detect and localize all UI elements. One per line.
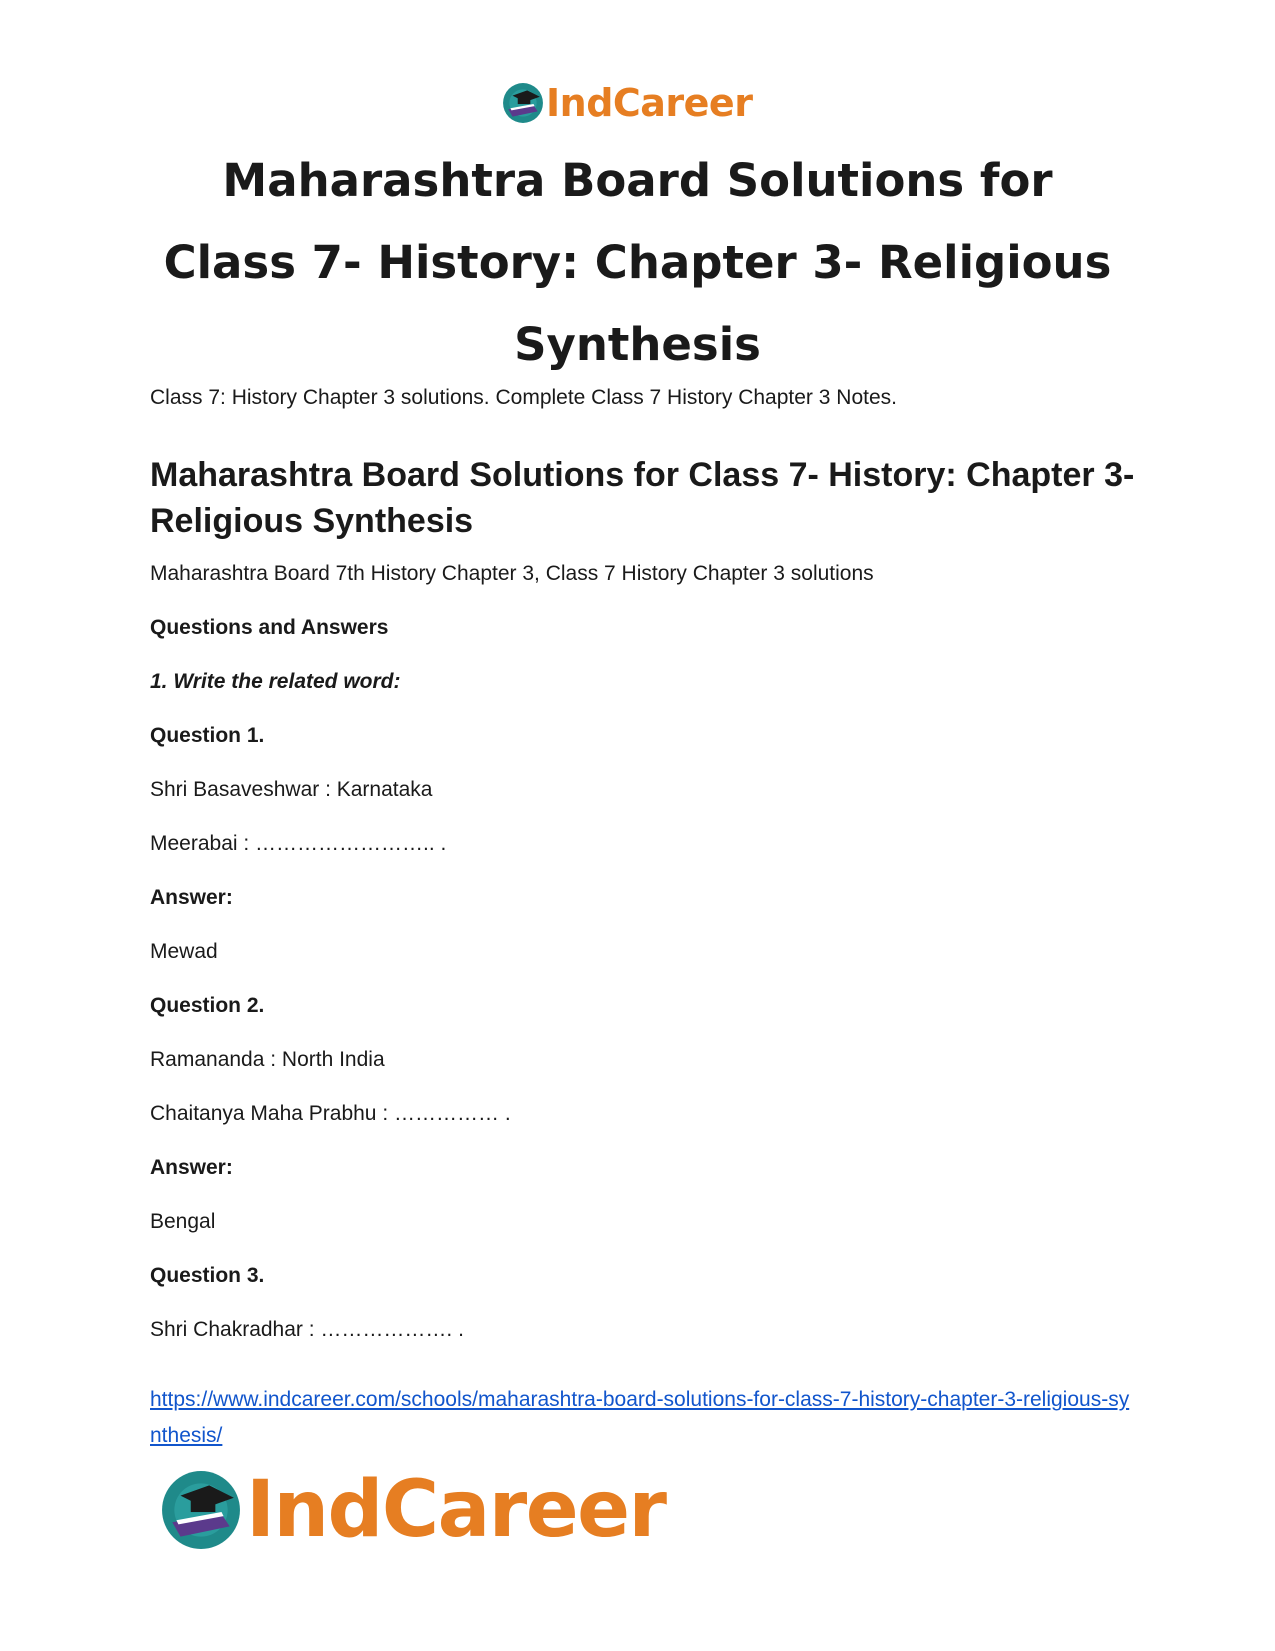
question-1-label: Question 1. [150,724,265,747]
graduation-cap-book-icon [502,82,544,124]
question-2-line-1: Ramananda : North India [150,1048,385,1071]
question-2-label: Question 2. [150,994,265,1017]
logo-text: IndCareer [546,81,753,125]
intro-text: Class 7: History Chapter 3 solutions. Complete Class 7 History Chapter 3 Notes. [150,386,897,409]
answer-2-label: Answer: [150,1156,233,1179]
answer-1-text: Mewad [150,940,218,963]
graduation-cap-book-icon [160,1469,242,1551]
footer-logo-text: IndCareer [246,1465,666,1555]
answer-1-label: Answer: [150,886,233,909]
qa-heading: Questions and Answers [150,616,389,639]
question-1-line-2: Meerabai : …………………….. . [150,832,447,855]
footer-logo [160,1465,666,1555]
subtitle-text: Maharashtra Board 7th History Chapter 3, Class 7 History Chapter 3 solutions [150,562,874,585]
question-2-line-2: Chaitanya Maha Prabhu : …………… . [150,1102,511,1125]
page-title: Maharashtra Board Solutions for Class 7- History: Chapter 3- Religious Synthesis [163,154,1112,371]
question-3-line-1: Shri Chakradhar : ………………. . [150,1318,464,1341]
answer-2-text: Bengal [150,1210,216,1233]
source-url-link[interactable]: https://www.indcareer.com/schools/maharashtra-board-solutions-for-class-7-history-chapter-3-religious-synthesis/ [150,1388,1130,1447]
section-title: Maharashtra Board Solutions for Class 7- History: Chapter 3- Religious Synthesis [150,456,1135,540]
question-1-line-1: Shri Basaveshwar : Karnataka [150,778,433,801]
question-3-label: Question 3. [150,1264,265,1287]
header-logo [502,80,752,126]
exercise-heading: 1. Write the related word: [150,670,401,693]
